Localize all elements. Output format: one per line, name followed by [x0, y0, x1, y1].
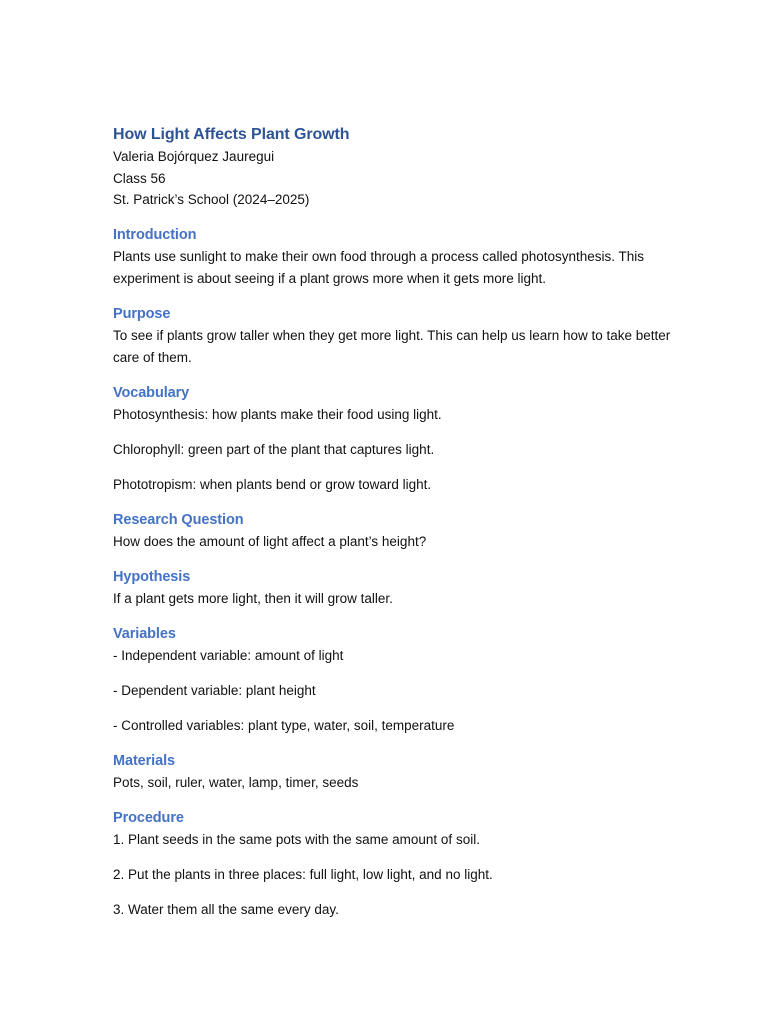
vocabulary-item: Photosynthesis: how plants make their food using light. [113, 406, 442, 422]
author-name: Valeria Bojórquez Jauregui [113, 149, 275, 164]
materials-text: Pots, soil, ruler, water, lamp, timer, seeds [113, 774, 359, 790]
heading-introduction: Introduction [113, 226, 197, 243]
class-name: Class 56 [113, 170, 166, 186]
heading-materials: Materials [113, 752, 175, 769]
section-materials [113, 750, 673, 794]
heading-procedure: Procedure [113, 809, 184, 826]
document-page [113, 124, 673, 921]
section-procedure [113, 807, 673, 921]
section-vocabulary [113, 382, 673, 496]
variable-item: - Independent variable: amount of light [113, 647, 344, 663]
vocabulary-item: Chlorophyll: green part of the plant that captures light. [113, 441, 435, 457]
procedure-step: 3. Water them all the same every day. [113, 901, 339, 917]
vocabulary-item: Phototropism: when plants bend or grow toward light. [113, 476, 432, 492]
procedure-step: 2. Put the plants in three places: full light, low light, and no light. [113, 866, 493, 882]
variable-item: - Dependent variable: plant height [113, 682, 316, 698]
heading-purpose: Purpose [113, 305, 171, 322]
section-hypothesis [113, 566, 673, 610]
section-research-question [113, 509, 673, 553]
heading-vocabulary: Vocabulary [113, 384, 190, 401]
document-title: How Light Affects Plant Growth [113, 126, 350, 143]
section-introduction [113, 224, 673, 290]
purpose-text: To see if plants grow taller when they get more light. This can help us learn how to take better care of them. [113, 327, 671, 365]
introduction-text: Plants use sunlight to make their own food through a process called photosynthesis. This experiment is about seeing if a plant grows more when it gets more light. [113, 248, 645, 286]
variable-item: - Controlled variables: plant type, water, soil, temperature [113, 717, 455, 733]
research-question-text: How does the amount of light affect a plant’s height? [113, 533, 427, 549]
school-name: St. Patrick’s School (2024–2025) [113, 192, 310, 207]
heading-research-question: Research Question [113, 511, 244, 528]
section-purpose [113, 303, 673, 369]
section-variables [113, 623, 673, 737]
hypothesis-text: If a plant gets more light, then it will grow taller. [113, 590, 393, 606]
heading-variables: Variables [113, 625, 176, 642]
heading-hypothesis: Hypothesis [113, 568, 191, 585]
procedure-step: 1. Plant seeds in the same pots with the same amount of soil. [113, 831, 480, 847]
